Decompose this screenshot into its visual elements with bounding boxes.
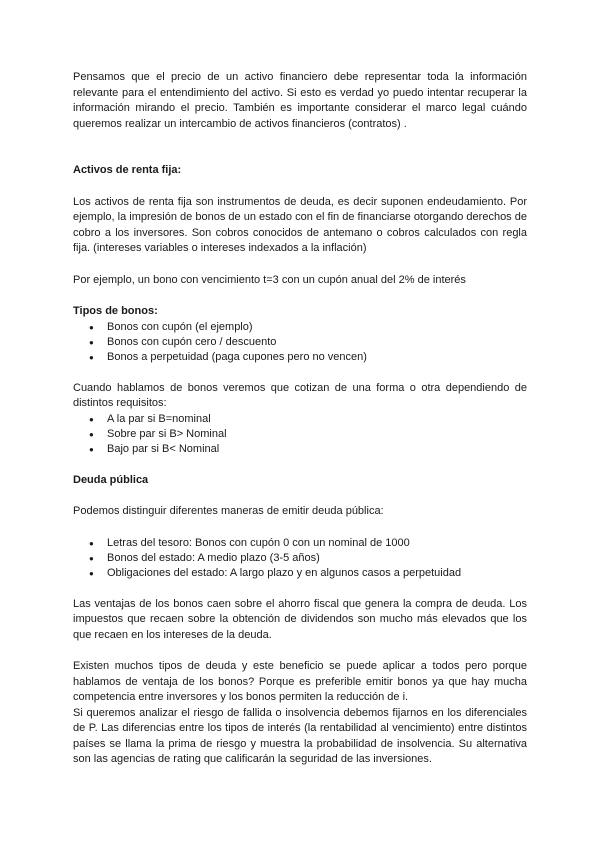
- cotizacion-paragraph: Cuando hablamos de bonos veremos que cotizan de una forma o otra dependiendo de distintos requisitos:: [73, 381, 527, 409]
- list-item: ● Letras del tesoro: Bonos con cupón 0 con un nominal de 1000: [73, 536, 527, 551]
- deuda-publica-intro: Podemos distinguir diferentes maneras de emitir deuda pública:: [73, 505, 384, 517]
- bono-example-paragraph: Por ejemplo, un bono con vencimiento t=3 con un cupón anual del 2% de interés: [73, 273, 466, 286]
- ventajas-paragraph: Las ventajas de los bonos caen sobre el ahorro fiscal que genera la compra de deuda. Los impuestos que recaen sobre la obtención de dividendos son mucho más elevados que los que recaen en los intereses de la deuda.: [73, 597, 527, 641]
- renta-fija-paragraph: Los activos de renta fija son instrumentos de deuda, es decir suponen endeudamiento. Por ejemplo, la impresión de bonos de un estado con el fin de financiarse otorgando derechos de cobro a los inversores. Son cobros conocidos de antemano o cobros calculados con regla fija. (intereses variables o intereses indexados a la inflación): [73, 195, 527, 254]
- list-item: ● Bonos con cupón cero / descuento: [73, 335, 527, 350]
- tipos-bonos-list: [73, 320, 527, 365]
- list-item: ● Bajo par si B< Nominal: [73, 442, 527, 457]
- list-item: ● Sobre par si B> Nominal: [73, 427, 527, 442]
- deuda-publica-heading: Deuda pública: [73, 473, 149, 486]
- list-item: ● Bonos con cupón (el ejemplo): [73, 320, 527, 335]
- list-item: ● Obligaciones del estado: A largo plazo y en algunos casos a perpetuidad: [73, 566, 527, 581]
- tipos-bonos-heading: Tipos de bonos:: [73, 305, 158, 317]
- beneficio-paragraph: Existen muchos tipos de deuda y este beneficio se puede aplicar a todos pero porque hablamos de ventaja de los bonos? Porque es preferible emitir bonos ya que hay mucha competencia entre inversores y los bonos permiten la reducción de i.: [73, 660, 527, 703]
- riesgo-paragraph: Si queremos analizar el riesgo de fallida o insolvencia debemos fijarnos en los diferenciales de P. Las diferencias entre los tipos de interés (la rentabilidad al vencimiento) entre distintos países se llama la prima de riesgo y muestra la probabilidad de insolvencia. Su alternativa son las agencias de rating que calificarán la seguridad de las inversiones.: [73, 706, 527, 765]
- list-item: ● A la par si B=nominal: [73, 412, 527, 427]
- list-item: ● Bonos del estado: A medio plazo (3-5 años): [73, 551, 527, 566]
- deuda-publica-list: [73, 536, 527, 581]
- renta-fija-heading: Activos de renta fija:: [73, 164, 182, 176]
- intro-paragraph: Pensamos que el precio de un activo financiero debe representar toda la información relevante para el entendimiento del activo. Si esto es verdad yo puedo intentar recuperar la información mirando el precio. También es importante considerar el marco legal cuándo queremos realizar un intercambio de activos financieros (contratos) .: [73, 71, 527, 130]
- list-item: ● Bonos a perpetuidad (paga cupones pero no vencen): [73, 350, 527, 365]
- cotizacion-list: [73, 412, 527, 457]
